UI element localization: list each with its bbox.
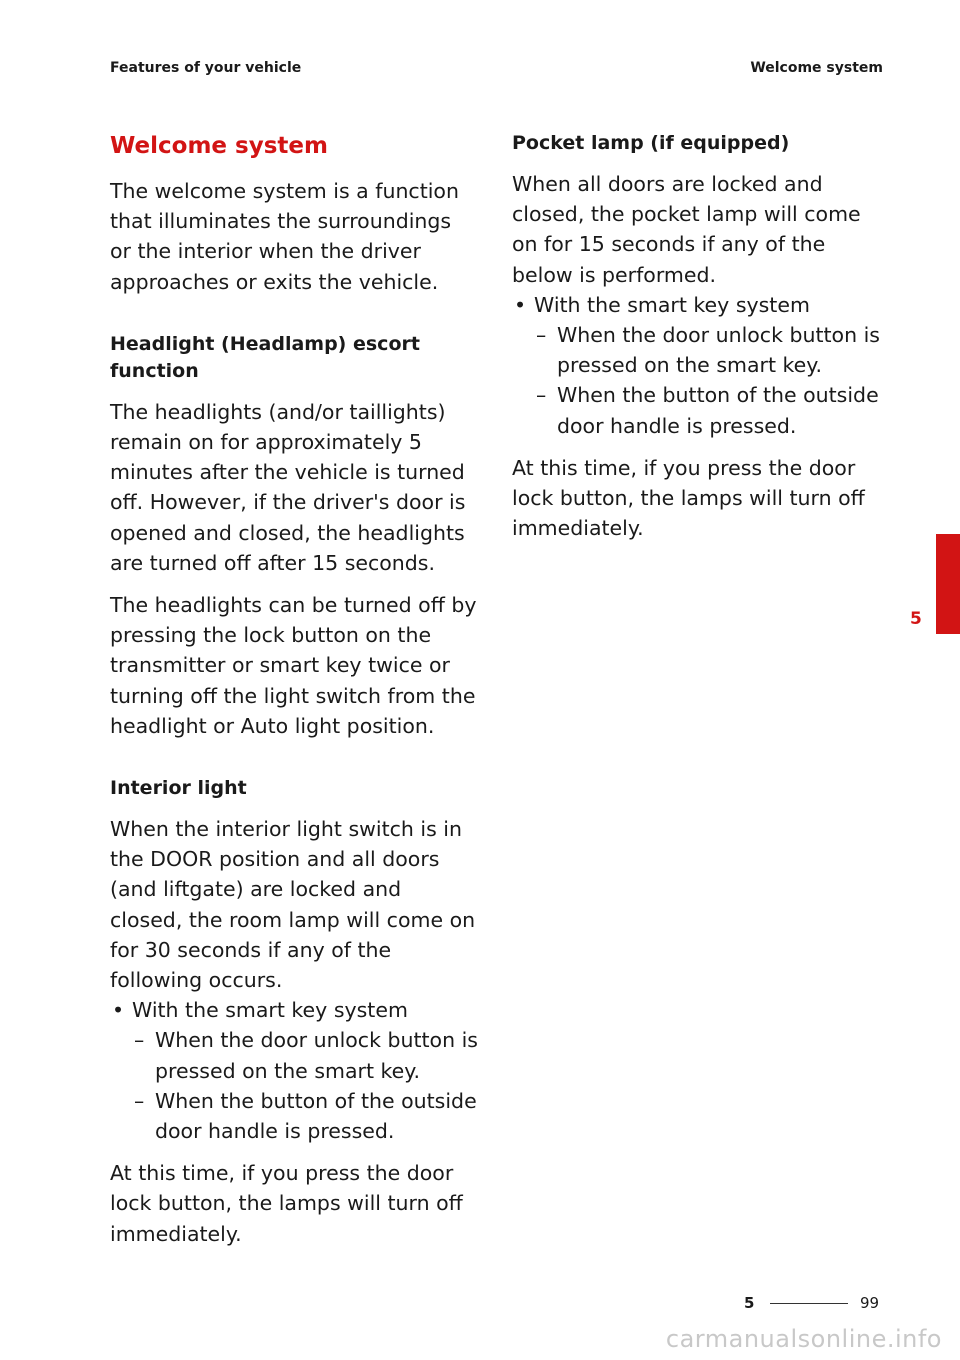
- bullet-icon: •: [112, 998, 125, 1023]
- bullet-icon: •: [514, 292, 527, 317]
- page-header: [110, 60, 883, 80]
- escort-paragraph-1: The headlights (and/or taillights) remain on for approximately 5 minutes after the vehicle is turned off. However, if the driver's door is opened and closed, the headlights are turned off after 15 seconds.: [110, 399, 466, 575]
- dash-text: When the button of the outside door handle is pressed.: [557, 383, 879, 438]
- pocket-lamp-paragraph-1: When all doors are locked and closed, the pocket lamp will come on for 15 seconds if any of the below is performed.: [512, 172, 861, 287]
- bullet-text: With the smart key system: [534, 292, 810, 317]
- dash-icon: –: [134, 1028, 145, 1053]
- footer-divider: [770, 1303, 848, 1304]
- dash-icon: –: [536, 323, 547, 348]
- list-item: [512, 290, 884, 320]
- list-item: [110, 1025, 478, 1085]
- dash-icon: –: [536, 383, 547, 408]
- right-column: [512, 130, 884, 555]
- pocket-lamp-content: [512, 169, 884, 441]
- intro-paragraph: The welcome system is a function that illuminates the surroundings or the interior when the driver approaches or exits the vehicle.: [110, 179, 459, 294]
- dash-text: When the door unlock button is pressed on the smart key.: [557, 323, 880, 378]
- dash-text: When the button of the outside door handle is pressed.: [155, 1088, 477, 1144]
- footer-chapter-number: 5: [744, 1294, 755, 1312]
- chapter-tab-number: 5: [910, 609, 922, 629]
- list-item: [512, 320, 884, 380]
- list-item: [110, 1086, 478, 1146]
- list-item: [512, 380, 884, 440]
- interior-paragraph-1: When the interior light switch is in the DOOR position and all doors (and liftgate) are locked and closed, the room lamp will come on for 30 seconds if any of the following occurs.: [110, 817, 476, 993]
- bullet-text: With the smart key system: [132, 998, 408, 1023]
- footer-page-number: 99: [860, 1294, 880, 1312]
- list-item: [110, 995, 478, 1025]
- header-topic-label: Welcome system: [750, 60, 883, 76]
- dash-text: When the door unlock button is pressed on the smart key.: [155, 1028, 478, 1083]
- escort-heading: Headlight (Headlamp) escort function: [110, 332, 420, 382]
- interior-heading: Interior light: [110, 777, 247, 800]
- left-column: [110, 130, 478, 1261]
- section-title: Welcome system: [110, 133, 328, 159]
- header-section-label: Features of your vehicle: [110, 60, 302, 76]
- escort-paragraph-2: The headlights can be turned off by pressing the lock button on the transmitter or smart key twice or turning off the light switch from the headlight or Auto light position.: [110, 593, 477, 738]
- watermark: carmanualsonline.info: [665, 1325, 942, 1353]
- interior-paragraph-2: At this time, if you press the door lock button, the lamps will turn off immediately.: [110, 1161, 463, 1246]
- interior-content: [110, 814, 478, 1146]
- pocket-lamp-paragraph-2: At this time, if you press the door lock button, the lamps will turn off immediately.: [512, 455, 865, 541]
- chapter-tab: [936, 534, 960, 634]
- dash-icon: –: [134, 1088, 145, 1113]
- pocket-lamp-heading: Pocket lamp (if equipped): [512, 132, 790, 154]
